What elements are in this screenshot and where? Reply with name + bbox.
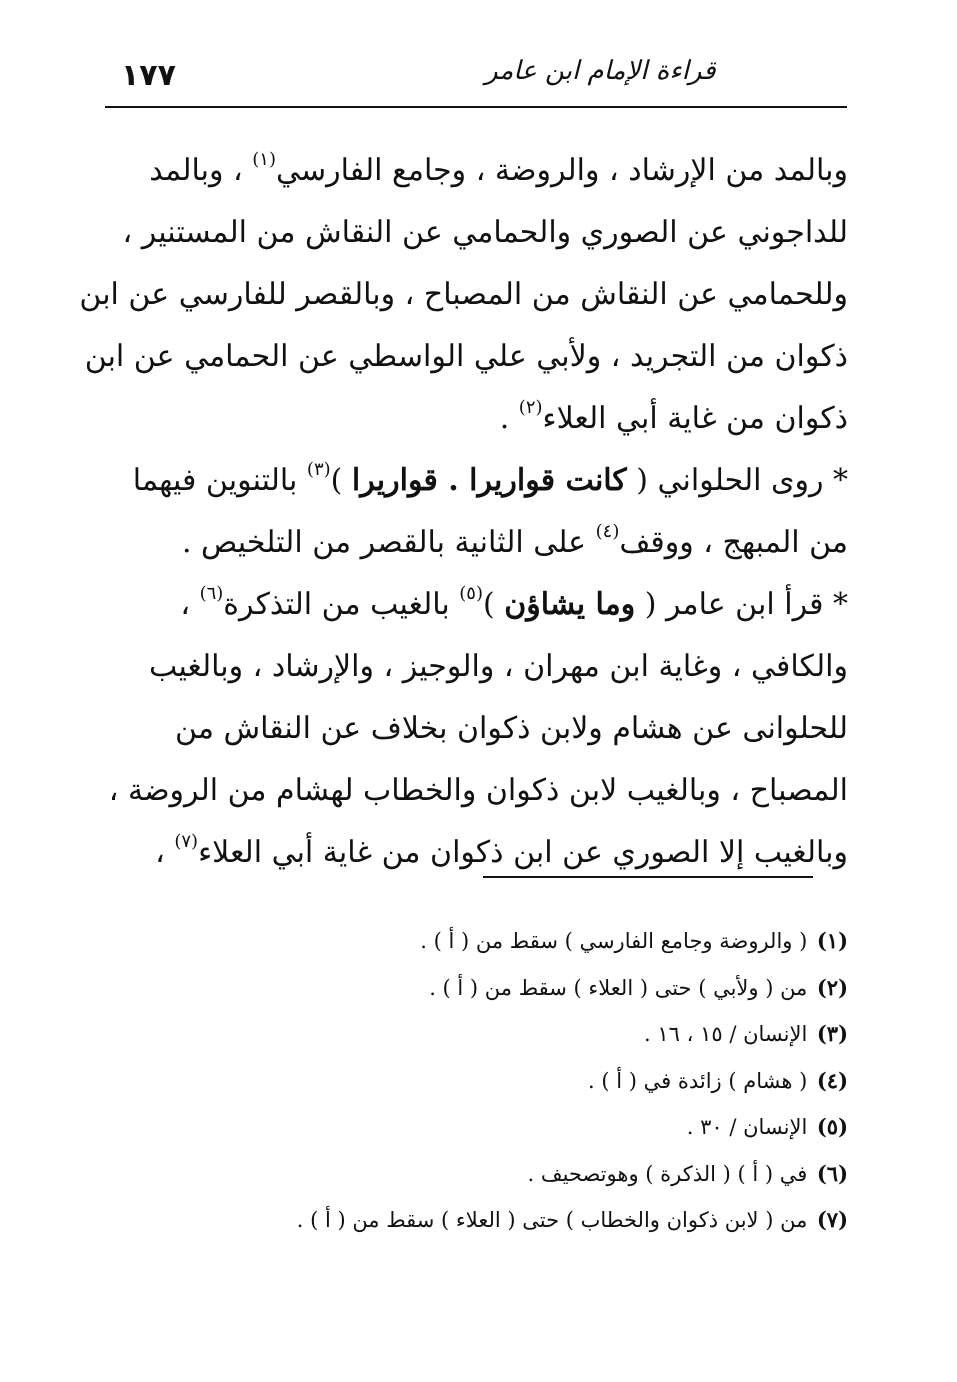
text-line: للداجوني عن الصوري والحمامي عن النقاش من المستنير ، xyxy=(122,215,848,250)
footnote-mark: (٢) xyxy=(518,397,543,418)
text-line: وبالغيب إلا الصوري عن ابن ذكوان من غاية أبي العلاء$^{(٧)}$ ، xyxy=(155,831,848,870)
footnote-mark: (١) xyxy=(252,149,276,170)
footnote-mark: (٦) xyxy=(199,583,224,604)
footnote-number: (٥) xyxy=(816,1114,848,1139)
page-header xyxy=(105,52,847,108)
footnote xyxy=(140,965,848,1012)
text-line: * روى الحلواني ( كانت قواريرا . قواريرا )$^{(٣)}$ بالتنوين فيهما xyxy=(132,459,848,498)
text-line: المصباح ، وبالغيب لابن ذكوان والخطاب لهشام من الروضة ، xyxy=(108,773,848,808)
footnotes xyxy=(140,918,848,1244)
footnote xyxy=(140,1197,848,1244)
footnote-number: (٣) xyxy=(816,1021,848,1046)
footnote-text: من ( لابن ذكوان والخطاب ) حتى ( العلاء ) سقط من ( أ ) . xyxy=(296,1208,808,1232)
text-line: والكافي ، وغاية ابن مهران ، والوجيز ، والإرشاد ، وبالغيب xyxy=(149,649,848,684)
footnote-mark: (٧) xyxy=(174,831,199,852)
footnote xyxy=(140,1104,848,1151)
footnote-text: الإنسان / ٣٠ . xyxy=(686,1115,808,1139)
page-number: ١٧٧ xyxy=(121,58,176,93)
footnote-separator xyxy=(483,876,813,878)
footnote-mark: (٣) xyxy=(306,459,331,480)
footnote-mark: (٤) xyxy=(595,521,620,542)
footnote-number: (٤) xyxy=(816,1067,848,1093)
text-line: * قرأ ابن عامر ( وما يشاؤن )$^{(٥)}$ بالغيب من التذكرة$^{(٦)}$ ، xyxy=(180,583,848,622)
running-title: قراءة الإمام ابن عامر xyxy=(485,56,716,86)
footnote-text: ( هشام ) زائدة في ( أ ) . xyxy=(588,1068,808,1093)
footnote xyxy=(140,1011,848,1058)
footnote-number: (٧) xyxy=(816,1207,848,1232)
footnote-mark: (٥) xyxy=(459,583,483,604)
footnote-number: (٦) xyxy=(816,1160,848,1186)
footnote-number: (٢) xyxy=(816,974,848,1000)
footnote xyxy=(140,918,848,965)
footnote-text: من ( ولأبي ) حتى ( العلاء ) سقط من ( أ ) . xyxy=(429,975,808,1000)
main-text xyxy=(79,140,848,884)
quranic-quote: كانت قواريرا . قواريرا xyxy=(351,463,627,498)
text-line: ذكوان من غاية أبي العلاء$^{(٢)}$ . xyxy=(499,397,848,436)
footnote xyxy=(140,1151,848,1198)
text-line: وللحمامي عن النقاش من المصباح ، وبالقصر للفارسي عن ابن xyxy=(79,277,848,312)
footnote-text: ( والروضة وجامع الفارسي ) سقط من ( أ ) . xyxy=(420,929,808,953)
text-line: من المبهج ، ووقف$^{(٤)}$ على الثانية بالقصر من التلخيص . xyxy=(181,521,848,560)
footnote-number: (١) xyxy=(816,928,848,953)
quranic-quote: وما يشاؤن xyxy=(504,587,636,622)
footnote xyxy=(140,1058,848,1105)
footnote-text: الإنسان / ١٥ ، ١٦ . xyxy=(644,1022,808,1046)
footnote-text: في ( أ ) ( الذكرة ) وهوتصحيف . xyxy=(527,1161,808,1186)
text-line: ذكوان من التجريد ، ولأبي علي الواسطي عن الحمامي عن ابن xyxy=(84,339,848,374)
text-line: للحلوانى عن هشام ولابن ذكوان بخلاف عن النقاش من xyxy=(175,711,848,746)
text-line: وبالمد من الإرشاد ، والروضة ، وجامع الفارسي$^{(١)}$ ، وبالمد xyxy=(149,149,848,188)
